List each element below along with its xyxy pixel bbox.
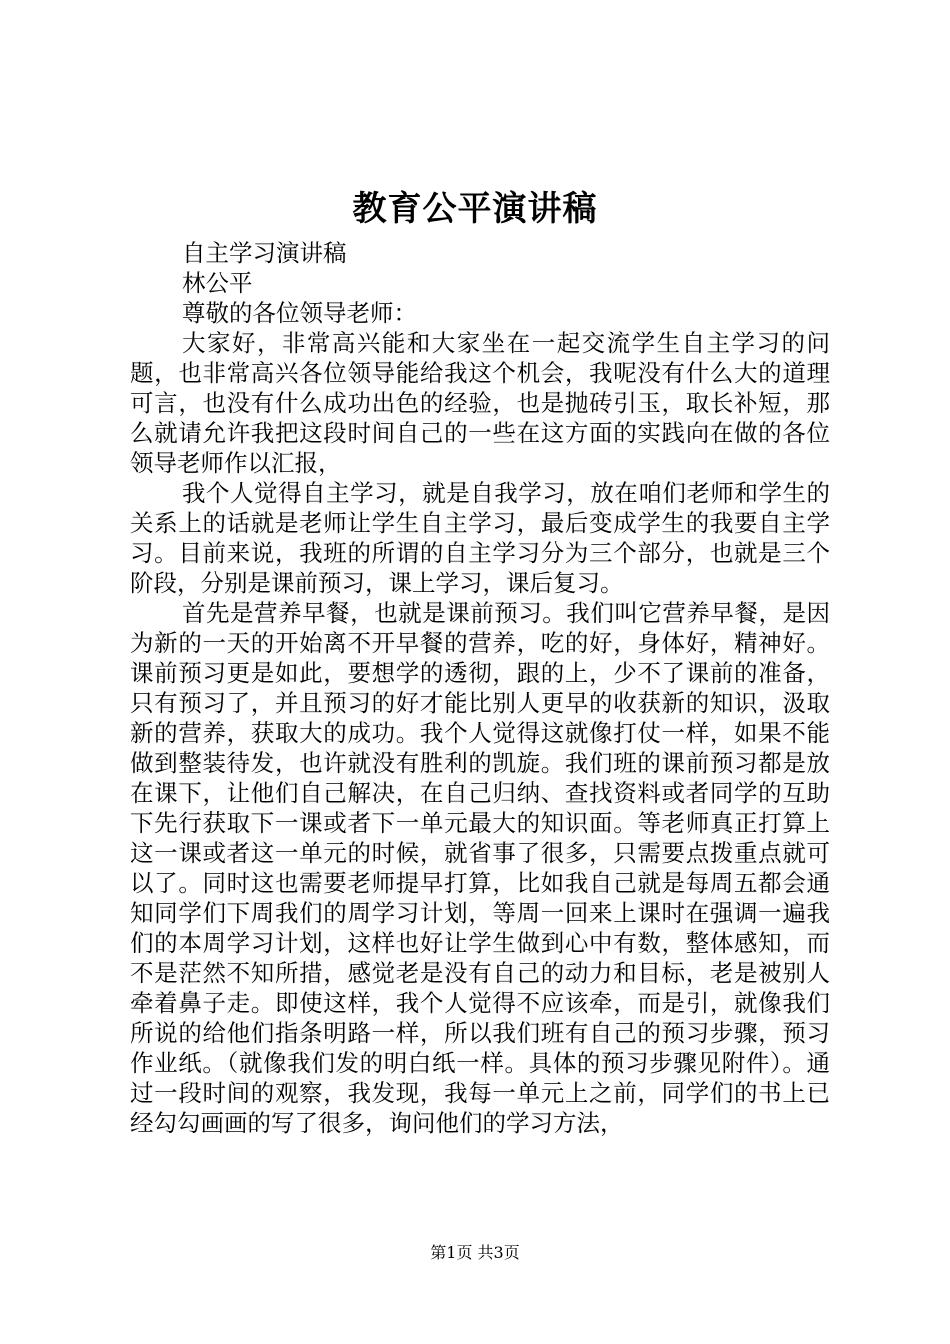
author-line: 林公平	[182, 269, 253, 297]
salutation-line: 尊敬的各位领导老师：	[182, 299, 417, 327]
document-body	[130, 238, 830, 1138]
body-paragraph: 首先是营养早餐，也就是课前预习。我们叫它营养早餐，是因为新的一天的开始离不开早餐的营养，吃的好，身体好，精神好。课前预习更是如此，要想学的透彻，跟的上，少不了课前的准备，只有预习了，并且预习的好才能比别人更早的收获新的知识，汲取新的营养，获取大的成功。我个人觉得这就像打仗一样，如果不能做到整装待发，也许就没有胜利的凯旋。我们班的课前预习都是放在课下，让他们自己解决，在自己归纳、查找资料或者同学的互助下先行获取下一课或者下一单元最大的知识面。等老师真正打算上这一课或者这一单元的时候，就省事了很多，只需要点拨重点就可以了。同时这也需要老师提早打算，比如我自己就是每周五都会通知同学们下周我们的周学习计划，等周一回来上课时在强调一遍我们的本周学习计划，这样也好让学生做到心中有数，整体感知，而不是茫然不知所措，感觉老是没有自己的动力和目标，老是被别人牵着鼻子走。即使这样，我个人觉得不应该牵，而是引，就像我们所说的给他们指条明路一样，所以我们班有自己的预习步骤，预习作业纸。（就像我们发的明白纸一样。具体的预习步骤见附件）。通过一段时间的观察，我发现，我每一单元上之前，同学们的书上已经勾勾画画的写了很多，询问他们的学习方法，	[130, 599, 830, 1137]
page-number-footer: 第1页 共3页	[430, 1243, 520, 1262]
body-paragraph: 大家好，非常高兴能和大家坐在一起交流学生自主学习的问题，也非常高兴各位领导能给我这个机会，我呢没有什么大的道理可言，也没有什么成功出色的经验，也是抛砖引玉，取长补短，那么就请允许我把这段时间自己的一些在这方面的实践向在做的各位领导老师作以汇报，	[130, 329, 830, 477]
subtitle-line: 自主学习演讲稿	[182, 239, 347, 267]
document-title: 教育公平演讲稿	[352, 189, 598, 229]
body-paragraph: 我个人觉得自主学习，就是自我学习，放在咱们老师和学生的关系上的话就是老师让学生自主学习，最后变成学生的我要自主学习。目前来说，我班的所谓的自主学习分为三个部分，也就是三个阶段，分别是课前预习，课上学习，课后复习。	[130, 479, 830, 597]
